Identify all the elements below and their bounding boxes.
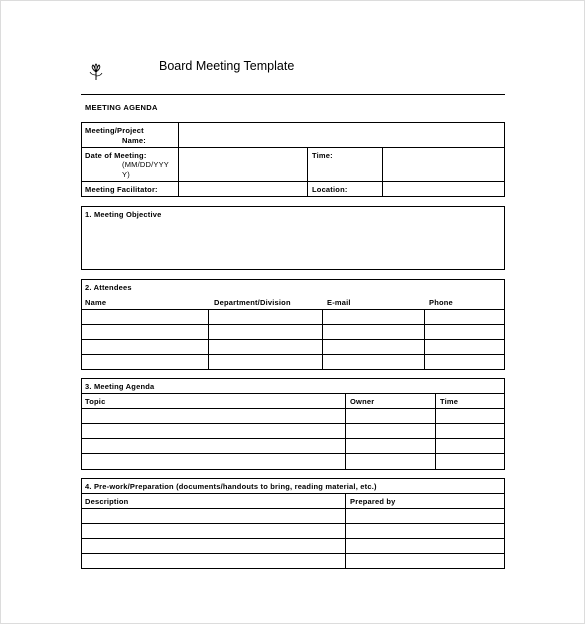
- table-row: [81, 423, 505, 424]
- table-row: [81, 553, 505, 554]
- attendees-title: 2. Attendees: [85, 283, 132, 292]
- table-row: [81, 508, 505, 509]
- info-table-row-divider: [81, 181, 505, 182]
- attendees-col-email: E-mail: [327, 298, 351, 307]
- table-row: [81, 339, 505, 340]
- project-name-label: Meeting/Project: [85, 126, 144, 135]
- meeting-date-label: Date of Meeting:: [85, 151, 147, 160]
- info-table-col-divider: [178, 122, 179, 197]
- info-table-col-divider: [382, 147, 383, 197]
- table-col-divider: [345, 393, 346, 470]
- agenda-col-owner: Owner: [350, 397, 375, 406]
- table-row: [81, 538, 505, 539]
- table-col-divider: [208, 309, 209, 370]
- table-row: [81, 324, 505, 325]
- table-row: [81, 453, 505, 454]
- flower-logo-icon: [87, 63, 105, 81]
- table-row: [81, 309, 505, 310]
- table-row: [81, 408, 505, 409]
- info-table-col-divider: [307, 147, 308, 197]
- title-divider: [81, 94, 505, 95]
- table-col-divider: [424, 309, 425, 370]
- location-label: Location:: [312, 185, 348, 194]
- project-name-label: Name:: [122, 136, 146, 145]
- table-header-divider: [81, 493, 505, 494]
- table-row: [81, 523, 505, 524]
- table-col-divider: [345, 493, 346, 569]
- table-row: [81, 438, 505, 439]
- document-title: Board Meeting Template: [159, 59, 295, 73]
- info-table-row-divider: [81, 147, 505, 148]
- agenda-col-topic: Topic: [85, 397, 106, 406]
- attendees-col-department: Department/Division: [214, 298, 291, 307]
- attendees-col-name: Name: [85, 298, 107, 307]
- meeting-agenda-title: 3. Meeting Agenda: [85, 382, 155, 391]
- facilitator-label: Meeting Facilitator:: [85, 185, 158, 194]
- date-format-hint: Y): [122, 170, 130, 179]
- table-col-divider: [435, 393, 436, 470]
- meeting-objective-title: 1. Meeting Objective: [85, 210, 162, 219]
- prework-col-description: Description: [85, 497, 129, 506]
- prework-col-prepared-by: Prepared by: [350, 497, 396, 506]
- agenda-col-time: Time: [440, 397, 459, 406]
- attendees-col-phone: Phone: [429, 298, 453, 307]
- time-label: Time:: [312, 151, 333, 160]
- table-header-divider: [81, 393, 505, 394]
- date-format-hint: (MM/DD/YYY: [122, 160, 169, 169]
- meeting-agenda-table: [81, 378, 505, 470]
- table-row: [81, 354, 505, 355]
- prework-title: 4. Pre-work/Preparation (documents/handouts to bring, reading material, etc.): [85, 482, 377, 491]
- agenda-heading: MEETING AGENDA: [85, 103, 158, 112]
- table-col-divider: [322, 309, 323, 370]
